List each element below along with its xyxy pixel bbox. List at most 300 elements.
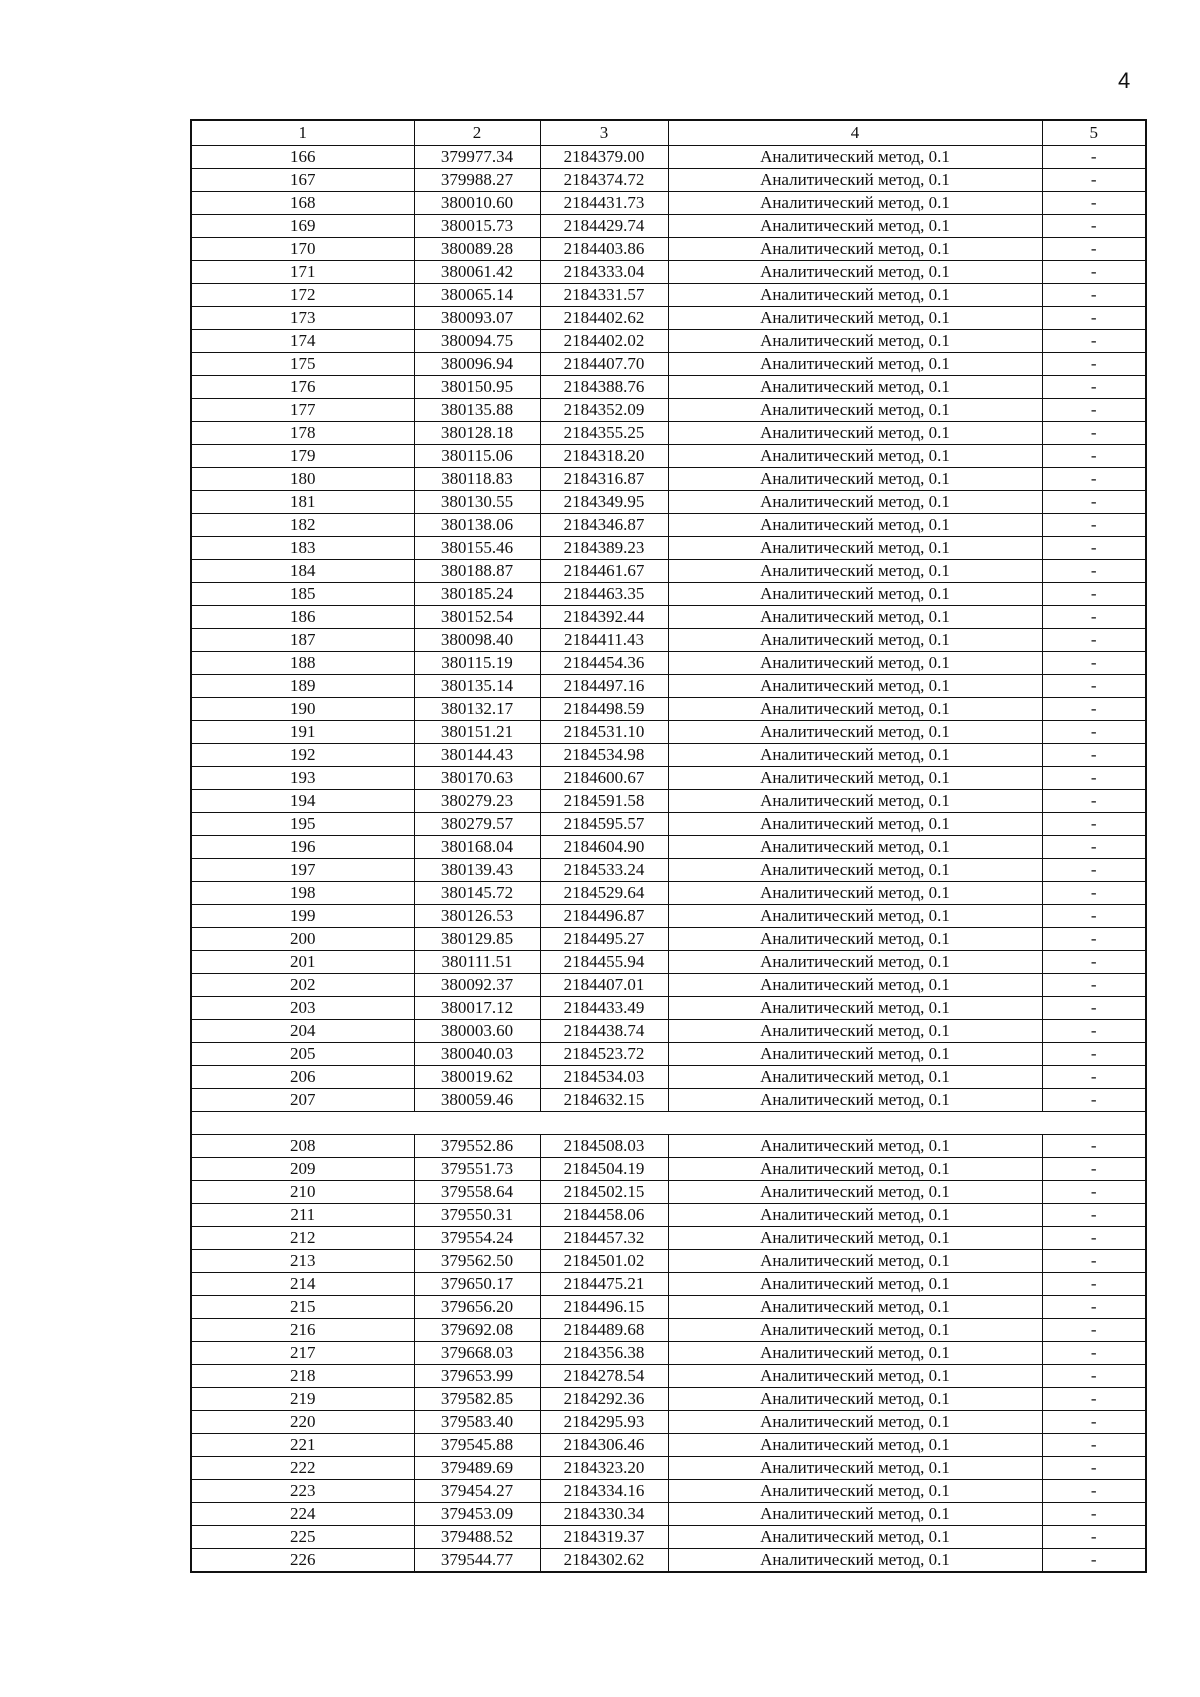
method-cell: Аналитический метод, 0.1 [668, 422, 1042, 445]
table-row [191, 1434, 1146, 1457]
x-coordinate-cell: 380089.28 [414, 238, 540, 261]
point-number-cell: 222 [191, 1457, 414, 1480]
x-coordinate-cell: 380010.60 [414, 192, 540, 215]
note-cell: - [1042, 1319, 1146, 1342]
note-cell: - [1042, 1089, 1146, 1112]
x-coordinate-cell: 380096.94 [414, 353, 540, 376]
method-cell: Аналитический метод, 0.1 [668, 1158, 1042, 1181]
x-coordinate-cell: 380151.21 [414, 721, 540, 744]
x-coordinate-cell: 379488.52 [414, 1526, 540, 1549]
x-coordinate-cell: 379656.20 [414, 1296, 540, 1319]
method-cell: Аналитический метод, 0.1 [668, 215, 1042, 238]
point-number-cell: 169 [191, 215, 414, 238]
point-number-cell: 173 [191, 307, 414, 330]
note-cell: - [1042, 1250, 1146, 1273]
method-cell: Аналитический метод, 0.1 [668, 514, 1042, 537]
y-coordinate-cell: 2184475.21 [540, 1273, 668, 1296]
note-cell: - [1042, 146, 1146, 169]
point-number-cell: 192 [191, 744, 414, 767]
table-row [191, 882, 1146, 905]
table-row [191, 330, 1146, 353]
note-cell: - [1042, 445, 1146, 468]
point-number-cell: 223 [191, 1480, 414, 1503]
y-coordinate-cell: 2184533.24 [540, 859, 668, 882]
y-coordinate-cell: 2184374.72 [540, 169, 668, 192]
x-coordinate-cell: 380017.12 [414, 997, 540, 1020]
y-coordinate-cell: 2184306.46 [540, 1434, 668, 1457]
x-coordinate-cell: 380019.62 [414, 1066, 540, 1089]
point-number-cell: 180 [191, 468, 414, 491]
y-coordinate-cell: 2184392.44 [540, 606, 668, 629]
method-cell: Аналитический метод, 0.1 [668, 537, 1042, 560]
x-coordinate-cell: 379653.99 [414, 1365, 540, 1388]
table-row [191, 790, 1146, 813]
table-row [191, 284, 1146, 307]
y-coordinate-cell: 2184352.09 [540, 399, 668, 422]
note-cell: - [1042, 238, 1146, 261]
point-number-cell: 189 [191, 675, 414, 698]
note-cell: - [1042, 1526, 1146, 1549]
method-cell: Аналитический метод, 0.1 [668, 399, 1042, 422]
x-coordinate-cell: 379650.17 [414, 1273, 540, 1296]
note-cell: - [1042, 261, 1146, 284]
point-number-cell: 187 [191, 629, 414, 652]
point-number-cell: 171 [191, 261, 414, 284]
table-row [191, 1043, 1146, 1066]
table-row [191, 1411, 1146, 1434]
y-coordinate-cell: 2184278.54 [540, 1365, 668, 1388]
x-coordinate-cell: 380155.46 [414, 537, 540, 560]
method-cell: Аналитический метод, 0.1 [668, 721, 1042, 744]
separator-cell [191, 1112, 1146, 1135]
x-coordinate-cell: 379454.27 [414, 1480, 540, 1503]
note-cell: - [1042, 905, 1146, 928]
method-cell: Аналитический метод, 0.1 [668, 767, 1042, 790]
method-cell: Аналитический метод, 0.1 [668, 1365, 1042, 1388]
point-number-cell: 175 [191, 353, 414, 376]
y-coordinate-cell: 2184523.72 [540, 1043, 668, 1066]
note-cell: - [1042, 1204, 1146, 1227]
method-cell: Аналитический метод, 0.1 [668, 790, 1042, 813]
note-cell: - [1042, 1135, 1146, 1158]
note-cell: - [1042, 997, 1146, 1020]
note-cell: - [1042, 1457, 1146, 1480]
y-coordinate-cell: 2184319.37 [540, 1526, 668, 1549]
note-cell: - [1042, 192, 1146, 215]
point-number-cell: 219 [191, 1388, 414, 1411]
method-cell: Аналитический метод, 0.1 [668, 307, 1042, 330]
method-cell: Аналитический метод, 0.1 [668, 353, 1042, 376]
point-number-cell: 182 [191, 514, 414, 537]
method-cell: Аналитический метод, 0.1 [668, 491, 1042, 514]
header-row [191, 120, 1146, 146]
x-coordinate-cell: 380059.46 [414, 1089, 540, 1112]
point-number-cell: 216 [191, 1319, 414, 1342]
method-cell: Аналитический метод, 0.1 [668, 1480, 1042, 1503]
note-cell: - [1042, 859, 1146, 882]
coordinates-table [190, 119, 1147, 1573]
note-cell: - [1042, 491, 1146, 514]
note-cell: - [1042, 169, 1146, 192]
note-cell: - [1042, 652, 1146, 675]
table-row [191, 905, 1146, 928]
method-cell: Аналитический метод, 0.1 [668, 974, 1042, 997]
table-row [191, 1526, 1146, 1549]
table-row [191, 1342, 1146, 1365]
y-coordinate-cell: 2184497.16 [540, 675, 668, 698]
point-number-cell: 212 [191, 1227, 414, 1250]
header-cell: 4 [668, 120, 1042, 146]
table-row [191, 997, 1146, 1020]
x-coordinate-cell: 380150.95 [414, 376, 540, 399]
note-cell: - [1042, 468, 1146, 491]
point-number-cell: 215 [191, 1296, 414, 1319]
note-cell: - [1042, 1043, 1146, 1066]
x-coordinate-cell: 379552.86 [414, 1135, 540, 1158]
point-number-cell: 195 [191, 813, 414, 836]
y-coordinate-cell: 2184496.87 [540, 905, 668, 928]
note-cell: - [1042, 537, 1146, 560]
y-coordinate-cell: 2184302.62 [540, 1549, 668, 1573]
table-row [191, 629, 1146, 652]
method-cell: Аналитический метод, 0.1 [668, 468, 1042, 491]
method-cell: Аналитический метод, 0.1 [668, 583, 1042, 606]
x-coordinate-cell: 380128.18 [414, 422, 540, 445]
method-cell: Аналитический метод, 0.1 [668, 1411, 1042, 1434]
x-coordinate-cell: 379582.85 [414, 1388, 540, 1411]
y-coordinate-cell: 2184433.49 [540, 997, 668, 1020]
note-cell: - [1042, 376, 1146, 399]
y-coordinate-cell: 2184431.73 [540, 192, 668, 215]
table-row [191, 859, 1146, 882]
point-number-cell: 190 [191, 698, 414, 721]
method-cell: Аналитический метод, 0.1 [668, 1020, 1042, 1043]
x-coordinate-cell: 379550.31 [414, 1204, 540, 1227]
point-number-cell: 184 [191, 560, 414, 583]
y-coordinate-cell: 2184333.04 [540, 261, 668, 284]
note-cell: - [1042, 767, 1146, 790]
x-coordinate-cell: 379988.27 [414, 169, 540, 192]
note-cell: - [1042, 307, 1146, 330]
y-coordinate-cell: 2184454.36 [540, 652, 668, 675]
y-coordinate-cell: 2184529.64 [540, 882, 668, 905]
point-number-cell: 218 [191, 1365, 414, 1388]
x-coordinate-cell: 379544.77 [414, 1549, 540, 1573]
table-row [191, 376, 1146, 399]
table-row [191, 215, 1146, 238]
x-coordinate-cell: 379668.03 [414, 1342, 540, 1365]
x-coordinate-cell: 379551.73 [414, 1158, 540, 1181]
method-cell: Аналитический метод, 0.1 [668, 905, 1042, 928]
method-cell: Аналитический метод, 0.1 [668, 376, 1042, 399]
x-coordinate-cell: 379489.69 [414, 1457, 540, 1480]
note-cell: - [1042, 813, 1146, 836]
y-coordinate-cell: 2184316.87 [540, 468, 668, 491]
method-cell: Аналитический метод, 0.1 [668, 813, 1042, 836]
table-row [191, 1227, 1146, 1250]
x-coordinate-cell: 380185.24 [414, 583, 540, 606]
method-cell: Аналитический метод, 0.1 [668, 1549, 1042, 1573]
note-cell: - [1042, 215, 1146, 238]
table-row [191, 767, 1146, 790]
y-coordinate-cell: 2184411.43 [540, 629, 668, 652]
x-coordinate-cell: 380132.17 [414, 698, 540, 721]
x-coordinate-cell: 380061.42 [414, 261, 540, 284]
point-number-cell: 213 [191, 1250, 414, 1273]
table-row [191, 1549, 1146, 1573]
point-number-cell: 193 [191, 767, 414, 790]
y-coordinate-cell: 2184600.67 [540, 767, 668, 790]
point-number-cell: 172 [191, 284, 414, 307]
y-coordinate-cell: 2184502.15 [540, 1181, 668, 1204]
x-coordinate-cell: 380118.83 [414, 468, 540, 491]
table-row [191, 491, 1146, 514]
y-coordinate-cell: 2184407.01 [540, 974, 668, 997]
table-row [191, 1365, 1146, 1388]
table-row [191, 652, 1146, 675]
x-coordinate-cell: 380111.51 [414, 951, 540, 974]
note-cell: - [1042, 1181, 1146, 1204]
note-cell: - [1042, 1342, 1146, 1365]
note-cell: - [1042, 790, 1146, 813]
method-cell: Аналитический метод, 0.1 [668, 1066, 1042, 1089]
point-number-cell: 200 [191, 928, 414, 951]
y-coordinate-cell: 2184604.90 [540, 836, 668, 859]
table-row [191, 399, 1146, 422]
x-coordinate-cell: 380130.55 [414, 491, 540, 514]
y-coordinate-cell: 2184388.76 [540, 376, 668, 399]
x-coordinate-cell: 379692.08 [414, 1319, 540, 1342]
table-row [191, 606, 1146, 629]
y-coordinate-cell: 2184501.02 [540, 1250, 668, 1273]
y-coordinate-cell: 2184402.62 [540, 307, 668, 330]
point-number-cell: 210 [191, 1181, 414, 1204]
x-coordinate-cell: 379453.09 [414, 1503, 540, 1526]
y-coordinate-cell: 2184346.87 [540, 514, 668, 537]
note-cell: - [1042, 721, 1146, 744]
x-coordinate-cell: 380003.60 [414, 1020, 540, 1043]
x-coordinate-cell: 380129.85 [414, 928, 540, 951]
y-coordinate-cell: 2184632.15 [540, 1089, 668, 1112]
note-cell: - [1042, 629, 1146, 652]
y-coordinate-cell: 2184349.95 [540, 491, 668, 514]
y-coordinate-cell: 2184591.58 [540, 790, 668, 813]
x-coordinate-cell: 380188.87 [414, 560, 540, 583]
x-coordinate-cell: 380144.43 [414, 744, 540, 767]
y-coordinate-cell: 2184531.10 [540, 721, 668, 744]
method-cell: Аналитический метод, 0.1 [668, 238, 1042, 261]
point-number-cell: 225 [191, 1526, 414, 1549]
y-coordinate-cell: 2184534.98 [540, 744, 668, 767]
point-number-cell: 220 [191, 1411, 414, 1434]
x-coordinate-cell: 380092.37 [414, 974, 540, 997]
note-cell: - [1042, 698, 1146, 721]
method-cell: Аналитический метод, 0.1 [668, 1181, 1042, 1204]
point-number-cell: 194 [191, 790, 414, 813]
method-cell: Аналитический метод, 0.1 [668, 882, 1042, 905]
point-number-cell: 201 [191, 951, 414, 974]
point-number-cell: 183 [191, 537, 414, 560]
point-number-cell: 209 [191, 1158, 414, 1181]
x-coordinate-cell: 379977.34 [414, 146, 540, 169]
point-number-cell: 177 [191, 399, 414, 422]
note-cell: - [1042, 1273, 1146, 1296]
method-cell: Аналитический метод, 0.1 [668, 652, 1042, 675]
header-cell: 5 [1042, 120, 1146, 146]
note-cell: - [1042, 744, 1146, 767]
note-cell: - [1042, 836, 1146, 859]
note-cell: - [1042, 1503, 1146, 1526]
note-cell: - [1042, 1365, 1146, 1388]
table-row [191, 583, 1146, 606]
x-coordinate-cell: 379562.50 [414, 1250, 540, 1273]
x-coordinate-cell: 380115.06 [414, 445, 540, 468]
note-cell: - [1042, 560, 1146, 583]
note-cell: - [1042, 675, 1146, 698]
point-number-cell: 198 [191, 882, 414, 905]
group-separator-row [191, 1112, 1146, 1135]
table-row [191, 698, 1146, 721]
y-coordinate-cell: 2184508.03 [540, 1135, 668, 1158]
x-coordinate-cell: 379545.88 [414, 1434, 540, 1457]
x-coordinate-cell: 380170.63 [414, 767, 540, 790]
table-row [191, 261, 1146, 284]
table-row [191, 1020, 1146, 1043]
note-cell: - [1042, 1388, 1146, 1411]
table-row [191, 1480, 1146, 1503]
method-cell: Аналитический метод, 0.1 [668, 1503, 1042, 1526]
point-number-cell: 170 [191, 238, 414, 261]
table-row [191, 1066, 1146, 1089]
point-number-cell: 205 [191, 1043, 414, 1066]
note-cell: - [1042, 1066, 1146, 1089]
y-coordinate-cell: 2184457.32 [540, 1227, 668, 1250]
x-coordinate-cell: 380152.54 [414, 606, 540, 629]
note-cell: - [1042, 583, 1146, 606]
x-coordinate-cell: 380065.14 [414, 284, 540, 307]
method-cell: Аналитический метод, 0.1 [668, 928, 1042, 951]
method-cell: Аналитический метод, 0.1 [668, 284, 1042, 307]
table-row [191, 1503, 1146, 1526]
y-coordinate-cell: 2184595.57 [540, 813, 668, 836]
point-number-cell: 178 [191, 422, 414, 445]
table-row [191, 1296, 1146, 1319]
point-number-cell: 207 [191, 1089, 414, 1112]
y-coordinate-cell: 2184355.25 [540, 422, 668, 445]
point-number-cell: 204 [191, 1020, 414, 1043]
y-coordinate-cell: 2184438.74 [540, 1020, 668, 1043]
y-coordinate-cell: 2184334.16 [540, 1480, 668, 1503]
y-coordinate-cell: 2184403.86 [540, 238, 668, 261]
point-number-cell: 214 [191, 1273, 414, 1296]
y-coordinate-cell: 2184498.59 [540, 698, 668, 721]
note-cell: - [1042, 514, 1146, 537]
method-cell: Аналитический метод, 0.1 [668, 1319, 1042, 1342]
point-number-cell: 179 [191, 445, 414, 468]
point-number-cell: 168 [191, 192, 414, 215]
table-row [191, 1204, 1146, 1227]
method-cell: Аналитический метод, 0.1 [668, 330, 1042, 353]
method-cell: Аналитический метод, 0.1 [668, 1296, 1042, 1319]
y-coordinate-cell: 2184295.93 [540, 1411, 668, 1434]
table-row [191, 813, 1146, 836]
x-coordinate-cell: 380145.72 [414, 882, 540, 905]
note-cell: - [1042, 1434, 1146, 1457]
method-cell: Аналитический метод, 0.1 [668, 606, 1042, 629]
point-number-cell: 202 [191, 974, 414, 997]
x-coordinate-cell: 379558.64 [414, 1181, 540, 1204]
table-row [191, 307, 1146, 330]
point-number-cell: 196 [191, 836, 414, 859]
note-cell: - [1042, 951, 1146, 974]
page-number: 4 [1118, 68, 1131, 93]
point-number-cell: 206 [191, 1066, 414, 1089]
method-cell: Аналитический метод, 0.1 [668, 698, 1042, 721]
table-row [191, 928, 1146, 951]
table-row [191, 238, 1146, 261]
method-cell: Аналитический метод, 0.1 [668, 146, 1042, 169]
note-cell: - [1042, 606, 1146, 629]
table-row [191, 1250, 1146, 1273]
table-row [191, 514, 1146, 537]
table-row [191, 1158, 1146, 1181]
note-cell: - [1042, 422, 1146, 445]
y-coordinate-cell: 2184489.68 [540, 1319, 668, 1342]
y-coordinate-cell: 2184379.00 [540, 146, 668, 169]
x-coordinate-cell: 380279.23 [414, 790, 540, 813]
y-coordinate-cell: 2184496.15 [540, 1296, 668, 1319]
table-row [191, 744, 1146, 767]
method-cell: Аналитический метод, 0.1 [668, 192, 1042, 215]
table-row [191, 1135, 1146, 1158]
y-coordinate-cell: 2184389.23 [540, 537, 668, 560]
table-row [191, 1319, 1146, 1342]
table-row [191, 422, 1146, 445]
y-coordinate-cell: 2184323.20 [540, 1457, 668, 1480]
note-cell: - [1042, 1411, 1146, 1434]
x-coordinate-cell: 380135.88 [414, 399, 540, 422]
table-row [191, 1388, 1146, 1411]
table-row [191, 560, 1146, 583]
method-cell: Аналитический метод, 0.1 [668, 1526, 1042, 1549]
table-body [191, 120, 1146, 1572]
y-coordinate-cell: 2184330.34 [540, 1503, 668, 1526]
table-row [191, 1273, 1146, 1296]
x-coordinate-cell: 380094.75 [414, 330, 540, 353]
table-row [191, 951, 1146, 974]
note-cell: - [1042, 330, 1146, 353]
method-cell: Аналитический метод, 0.1 [668, 744, 1042, 767]
x-coordinate-cell: 379583.40 [414, 1411, 540, 1434]
point-number-cell: 185 [191, 583, 414, 606]
x-coordinate-cell: 379554.24 [414, 1227, 540, 1250]
point-number-cell: 221 [191, 1434, 414, 1457]
y-coordinate-cell: 2184429.74 [540, 215, 668, 238]
method-cell: Аналитический метод, 0.1 [668, 1434, 1042, 1457]
x-coordinate-cell: 380279.57 [414, 813, 540, 836]
header-cell: 3 [540, 120, 668, 146]
note-cell: - [1042, 1158, 1146, 1181]
point-number-cell: 197 [191, 859, 414, 882]
method-cell: Аналитический метод, 0.1 [668, 1250, 1042, 1273]
table-row [191, 1181, 1146, 1204]
point-number-cell: 191 [191, 721, 414, 744]
point-number-cell: 226 [191, 1549, 414, 1573]
point-number-cell: 167 [191, 169, 414, 192]
y-coordinate-cell: 2184458.06 [540, 1204, 668, 1227]
y-coordinate-cell: 2184504.19 [540, 1158, 668, 1181]
point-number-cell: 203 [191, 997, 414, 1020]
